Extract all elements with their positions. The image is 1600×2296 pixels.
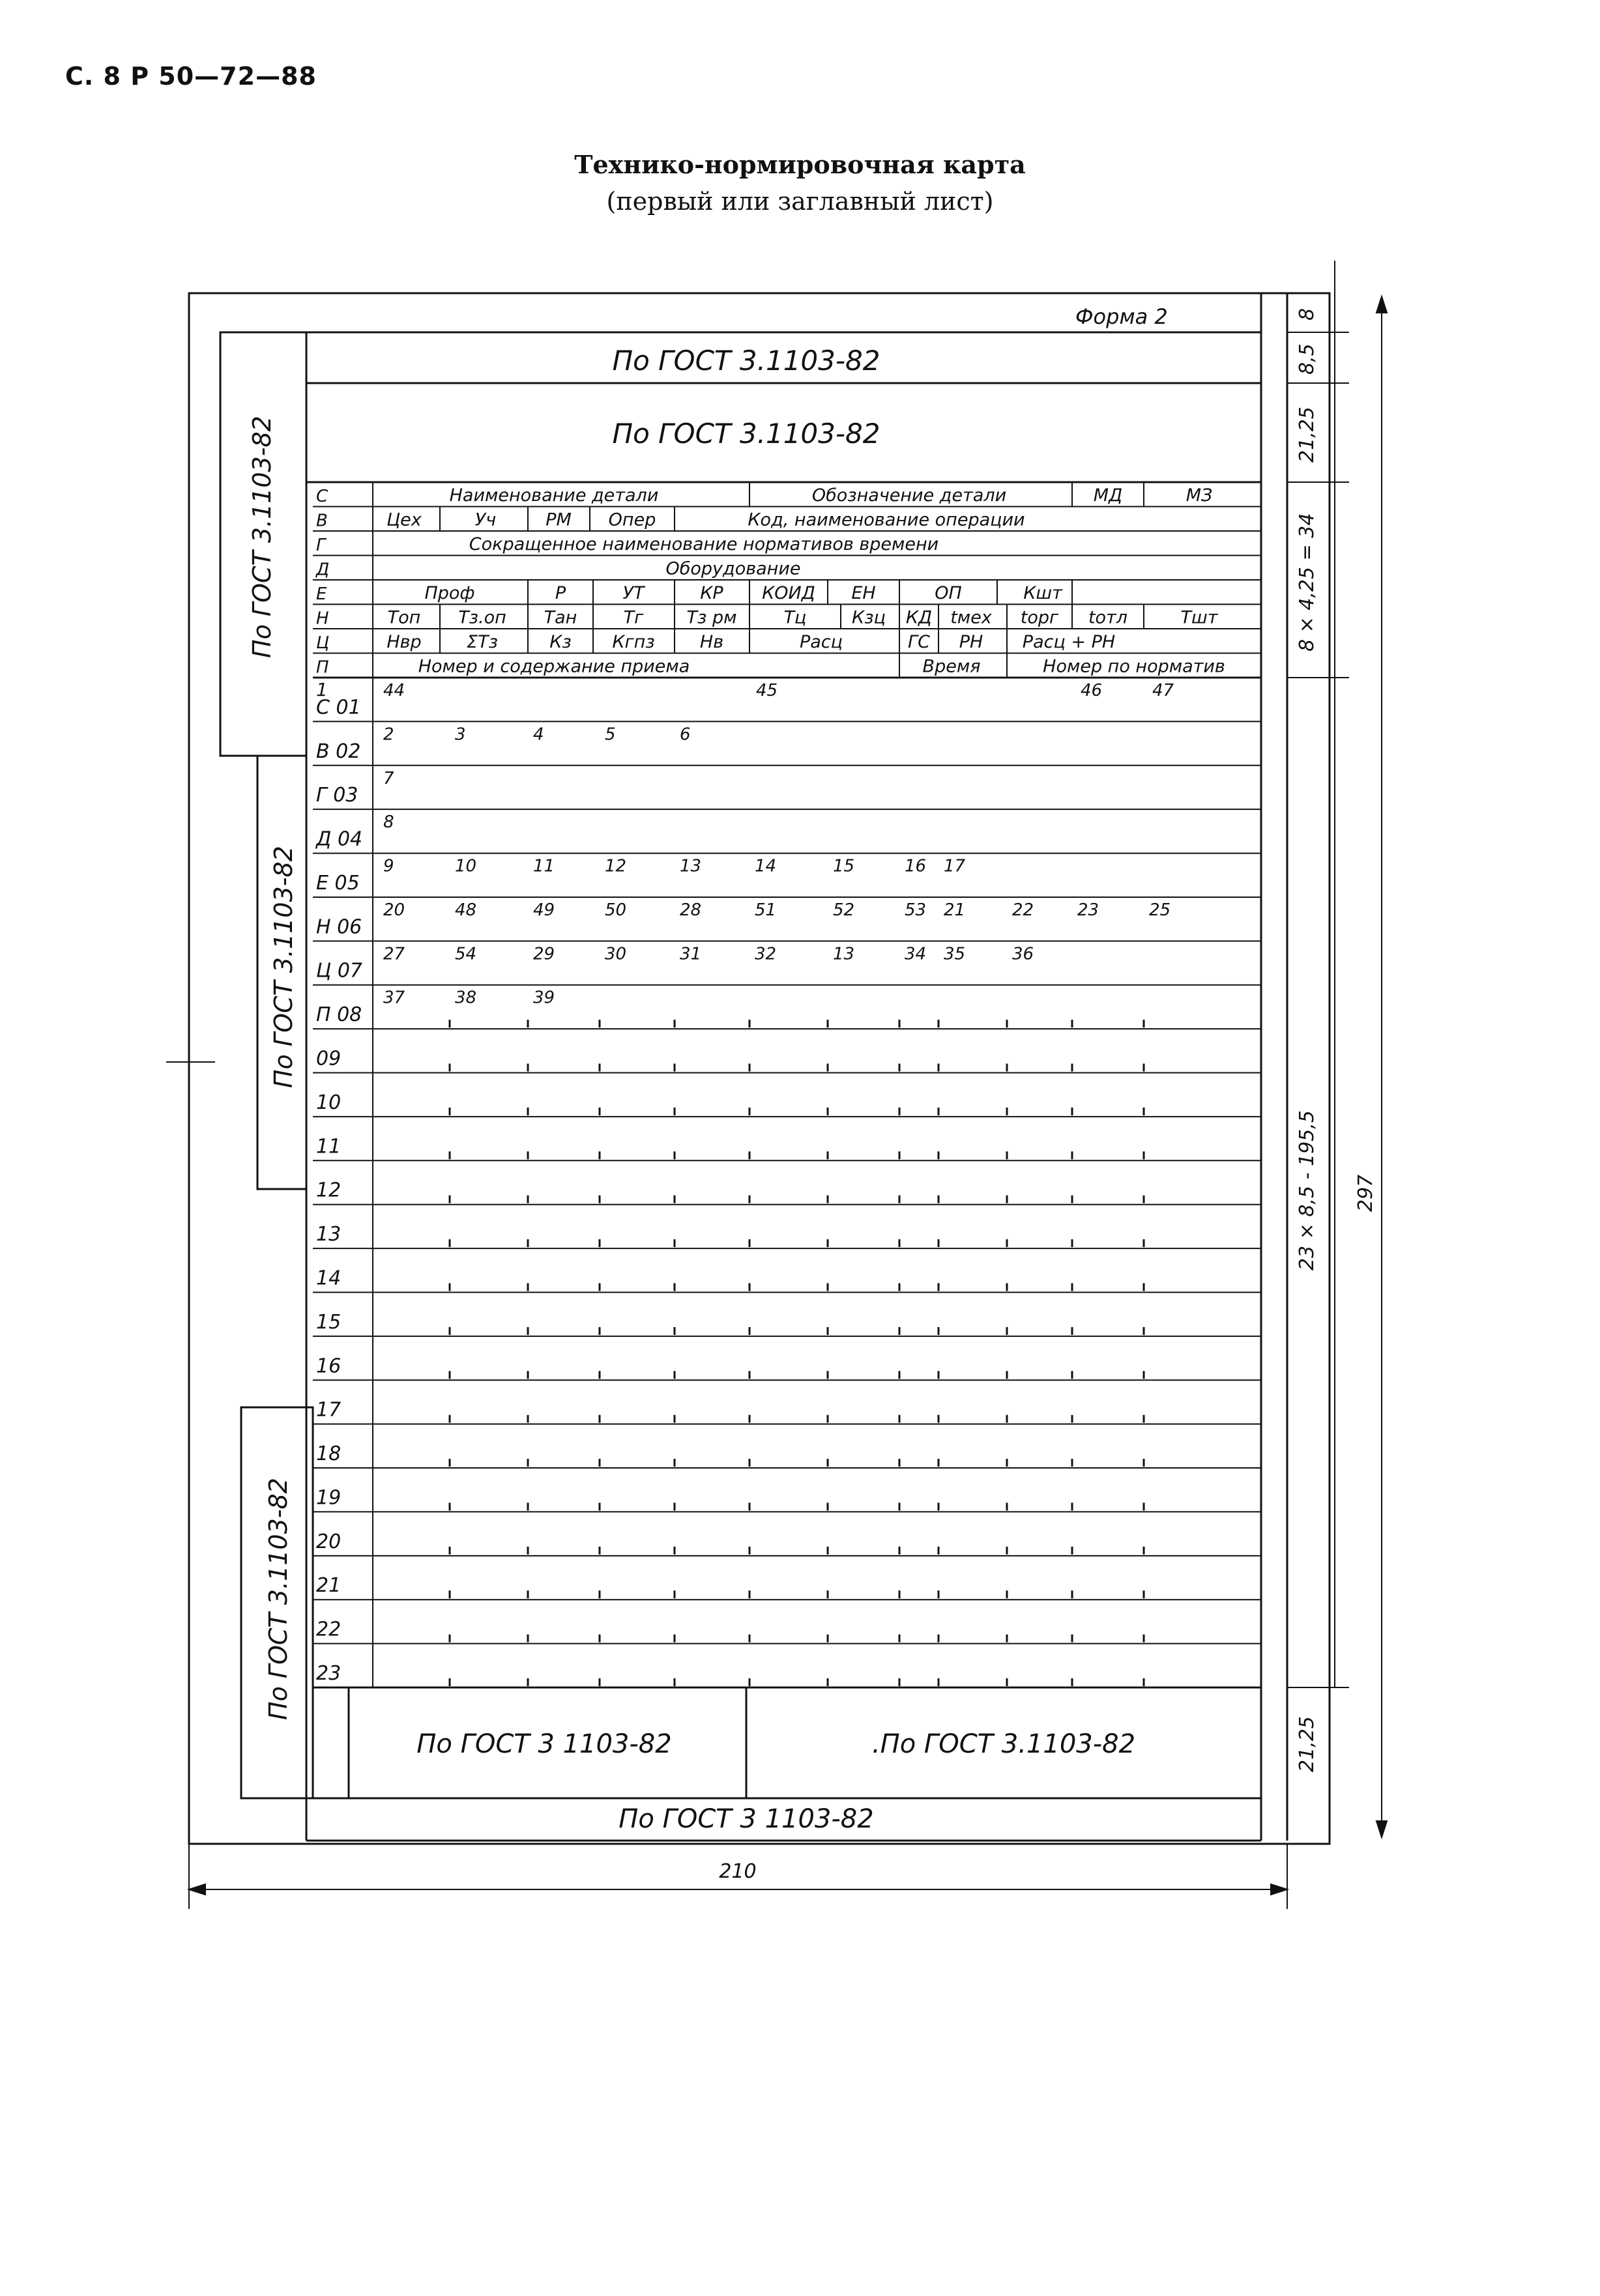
row-label: 20	[316, 1530, 342, 1553]
row-label: 22	[316, 1618, 342, 1641]
header-cell-text: Обозначение детали	[811, 485, 1007, 506]
field-number: 13	[833, 944, 855, 964]
form-label: Форма 2	[1075, 304, 1168, 329]
row-label: 21	[316, 1574, 342, 1598]
header-cell-text: Наименование детали	[449, 485, 659, 506]
header-row-code: Н	[316, 609, 329, 629]
field-number: 22	[1012, 900, 1034, 920]
field-number: 45	[756, 681, 778, 700]
gost-ref-top: По ГОСТ 3.1103-82	[612, 345, 880, 377]
document-title: Технико-нормировочная карта	[574, 150, 1026, 179]
header-cell-text: Номер по норматив	[1043, 656, 1225, 677]
row-label: 15	[316, 1310, 342, 1334]
row-label: 18	[316, 1442, 342, 1466]
header-cell-text: РМ	[545, 509, 572, 530]
field-number: 51	[755, 900, 777, 920]
field-number: 7	[383, 768, 394, 788]
field-number: 52	[833, 900, 855, 920]
field-number: 21	[944, 900, 966, 920]
row-label: Д 04	[316, 827, 363, 851]
field-number: 31	[680, 944, 702, 964]
field-number: 37	[383, 988, 405, 1008]
header-cell-text: Тц	[783, 607, 807, 628]
header-cell-text: ОП	[935, 583, 962, 603]
row-label: Г 03	[316, 784, 358, 807]
dim-297-label: 297	[1354, 1174, 1377, 1212]
header-cell-text: Тг	[623, 607, 644, 628]
field-number: 53	[905, 900, 927, 920]
header-cell-text: Тз.оп	[458, 607, 506, 628]
gost-ref-side-1: По ГОСТ 3.1103-82	[248, 416, 276, 658]
header-cell-text: КОИД	[762, 583, 815, 603]
header-cell-text: Топ	[387, 607, 421, 628]
field-number: 25	[1149, 900, 1171, 920]
field-number: 14	[755, 856, 777, 876]
header-cell-text: УТ	[622, 583, 645, 603]
header-cell-text: Расц + РН	[1022, 632, 1116, 652]
field-number: 38	[455, 988, 477, 1008]
header-row-code: В	[316, 511, 328, 531]
page-reference: С. 8 Р 50—72—88	[65, 62, 317, 91]
document-subtitle: (первый или заглавный лист)	[606, 187, 994, 216]
field-number: 39	[533, 988, 555, 1008]
row-label: Ц 07	[316, 959, 363, 983]
header-cell-text: Время	[922, 656, 981, 677]
header-cell-text: Тан	[544, 607, 577, 628]
field-number: 46	[1081, 681, 1103, 700]
field-number: 4	[533, 725, 544, 745]
field-number: 11	[533, 856, 555, 876]
field-number: 27	[383, 944, 405, 964]
field-number: 29	[533, 944, 555, 964]
field-number: 17	[944, 856, 966, 876]
gost-ref-main: По ГОСТ 3.1103-82	[612, 418, 880, 450]
header-cell-text: Расц	[799, 632, 843, 652]
header-row-code: Г	[316, 536, 326, 555]
header-cell-text: ГС	[908, 632, 930, 652]
row-label: 23	[316, 1662, 342, 1685]
header-cell-text: Тшт	[1180, 607, 1218, 628]
header-cell-text: ЕН	[851, 583, 876, 603]
row-label: Е 05	[316, 871, 360, 895]
field-number: 34	[905, 944, 927, 964]
row-label: 09	[316, 1047, 342, 1070]
field-number: 50	[605, 900, 627, 920]
header-row-code: Е	[316, 584, 327, 604]
field-number: 32	[755, 944, 777, 964]
field-number: 10	[455, 856, 477, 876]
row-label: 14	[316, 1267, 342, 1290]
field-number: 3	[455, 725, 466, 745]
field-number: 6	[680, 725, 691, 745]
field-number: 16	[905, 856, 927, 876]
header-cell-text: Кгпз	[612, 632, 655, 652]
row-label: 16	[316, 1355, 342, 1378]
header-cell-text: КД	[905, 607, 933, 628]
header-row-code: Д	[316, 560, 330, 580]
header-cell-text: tотл	[1088, 607, 1128, 628]
row-label: П 08	[316, 1003, 362, 1027]
dimension-lines	[166, 261, 1387, 1909]
field-number: 15	[833, 856, 855, 876]
field-number: 49	[533, 900, 555, 920]
header-cell-text: tмех	[950, 607, 992, 628]
gost-ref-footer-left: По ГОСТ 3 1103-82	[416, 1729, 672, 1759]
gost-ref-bottom: По ГОСТ 3 1103-82	[618, 1804, 874, 1834]
field-number: 23	[1077, 900, 1099, 920]
header-cell-text: Номер и содержание приема	[418, 656, 690, 677]
table-text	[315, 485, 1225, 1685]
field-number: 20	[383, 900, 405, 920]
field-number: 36	[1012, 944, 1034, 964]
field-number: 30	[605, 944, 627, 964]
gost-ref-side-2: По ГОСТ 3.1103-82	[269, 846, 298, 1088]
header-cell-text: Нв	[699, 632, 724, 652]
gost-ref-side-3: По ГОСТ 3.1103-82	[264, 1478, 293, 1720]
header-cell-text: Уч	[474, 509, 497, 530]
gost-ref-footer-right: .По ГОСТ 3.1103-82	[871, 1729, 1136, 1759]
header-cell-text: Кшт	[1023, 583, 1062, 603]
field-number: 9	[383, 856, 394, 876]
header-cell-text: МД	[1093, 485, 1123, 506]
row-label: 12	[316, 1179, 342, 1202]
header-cell-text: Оборудование	[665, 558, 801, 579]
dim-21-25-label: 21,25	[1296, 407, 1318, 463]
header-cell-text: КР	[700, 583, 723, 603]
header-cell-text: Опер	[608, 509, 656, 530]
header-cell-text: tорг	[1020, 607, 1059, 628]
header-cell-text: Нвр	[386, 632, 422, 652]
field-number: 13	[680, 856, 702, 876]
row-label: 19	[316, 1486, 342, 1510]
dim-23x8-5-label: 23 × 8,5 - 195,5	[1296, 1110, 1318, 1270]
dim-210-label: 210	[719, 1860, 757, 1883]
header-cell-text: Проф	[424, 583, 475, 603]
field-number: 48	[455, 900, 477, 920]
field-number: 28	[680, 900, 702, 920]
row-label: 17	[316, 1398, 342, 1422]
row-label: 11	[316, 1135, 342, 1158]
dim-8-5-label: 8,5	[1296, 343, 1318, 375]
header-row-code: С	[316, 487, 328, 506]
dim-8-label: 8	[1296, 308, 1318, 321]
field-number: 5	[605, 725, 616, 745]
dim-21-25-bottom-label: 21,25	[1296, 1716, 1318, 1772]
field-number: 35	[944, 944, 966, 964]
header-cell-text: ΣТз	[467, 632, 498, 652]
row-label: Н 06	[316, 915, 362, 939]
header-cell-text: Тз рм	[686, 607, 737, 628]
header-cell-text: Р	[555, 583, 566, 603]
header-cell-text: Кз	[549, 632, 572, 652]
header-cell-text: Код, наименование операции	[748, 509, 1025, 530]
field-number: 2	[383, 725, 394, 745]
row-marker: 1	[316, 679, 328, 700]
header-cell-text: РН	[959, 632, 983, 652]
header-cell-text: МЗ	[1185, 485, 1213, 506]
row-label: С 01	[316, 696, 361, 719]
field-number: 54	[455, 944, 477, 964]
header-row-code: Ц	[316, 633, 330, 653]
row-label: В 02	[316, 739, 361, 763]
field-number: 8	[383, 812, 394, 833]
row-label: 10	[316, 1091, 342, 1114]
header-cell-text: Сокращенное наименование нормативов времени	[469, 534, 939, 554]
header-cell-text: Цех	[386, 509, 422, 530]
header-cell-text: Кзц	[852, 607, 886, 628]
field-number: 44	[383, 681, 405, 700]
field-number: 47	[1152, 681, 1174, 700]
dim-8x4-25-label: 8 × 4,25 = 34	[1296, 513, 1318, 652]
row-label: 13	[316, 1223, 342, 1246]
field-number: 12	[605, 856, 627, 876]
header-row-code: П	[316, 657, 329, 678]
